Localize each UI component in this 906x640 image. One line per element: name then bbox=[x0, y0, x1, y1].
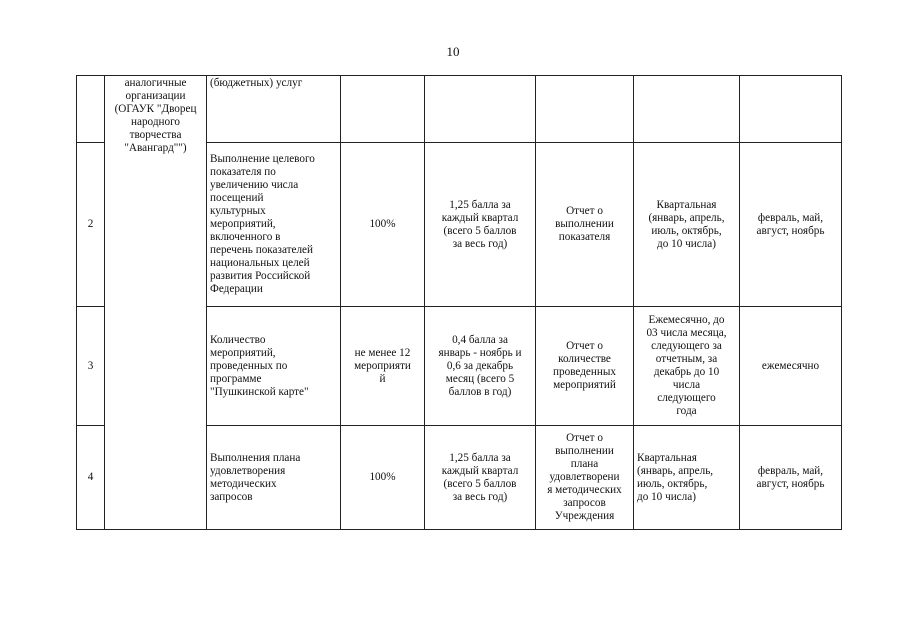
organization-cell: аналогичные организации (ОГАУК "Дворец народного творчества "Авангард"") bbox=[105, 76, 207, 530]
row-number: 2 bbox=[77, 143, 105, 307]
report-cell: Отчет о выполнении показателя bbox=[536, 143, 634, 307]
table-row bbox=[77, 76, 842, 143]
deadline-cell: февраль, май, август, ноябрь bbox=[740, 143, 842, 307]
frequency-cell: Квартальная (январь, апрель, июль, октябрь, до 10 числа) bbox=[634, 426, 740, 530]
report-cell: Отчет о выполнении плана удовлетворени я методических запросов Учреждения bbox=[536, 426, 634, 530]
target-cell: 100% bbox=[341, 143, 425, 307]
deadline-cell bbox=[740, 76, 842, 143]
deadline-cell: февраль, май, август, ноябрь bbox=[740, 426, 842, 530]
target-cell: 100% bbox=[341, 426, 425, 530]
indicator-cell: Выполнение целевого показателя по увеличению числа посещений культурных мероприятий, включенного в перечень показателей национальных целей развития Российской Федерации bbox=[207, 143, 341, 307]
row-number: 4 bbox=[77, 426, 105, 530]
target-cell: не менее 12 мероприяти й bbox=[341, 307, 425, 426]
score-cell: 1,25 балла за каждый квартал (всего 5 баллов за весь год) bbox=[425, 143, 536, 307]
report-cell bbox=[536, 76, 634, 143]
target-cell bbox=[341, 76, 425, 143]
indicator-cell: (бюджетных) услуг bbox=[207, 76, 341, 143]
indicator-cell: Выполнения плана удовлетворения методических запросов bbox=[207, 426, 341, 530]
indicator-cell: Количество мероприятий, проведенных по программе "Пушкинской карте" bbox=[207, 307, 341, 426]
criteria-table bbox=[76, 75, 842, 530]
frequency-cell: Квартальная (январь, апрель, июль, октябрь, до 10 числа) bbox=[634, 143, 740, 307]
score-cell: 0,4 балла за январь - ноябрь и 0,6 за декабрь месяц (всего 5 баллов в год) bbox=[425, 307, 536, 426]
frequency-cell: Ежемесячно, до 03 числа месяца, следующего за отчетным, за декабрь до 10 числа следующего года bbox=[634, 307, 740, 426]
frequency-cell bbox=[634, 76, 740, 143]
deadline-cell: ежемесячно bbox=[740, 307, 842, 426]
row-number: 3 bbox=[77, 307, 105, 426]
score-cell: 1,25 балла за каждый квартал (всего 5 баллов за весь год) bbox=[425, 426, 536, 530]
report-cell: Отчет о количестве проведенных мероприятий bbox=[536, 307, 634, 426]
row-number bbox=[77, 76, 105, 143]
page-number: 10 bbox=[446, 44, 460, 59]
score-cell bbox=[425, 76, 536, 143]
